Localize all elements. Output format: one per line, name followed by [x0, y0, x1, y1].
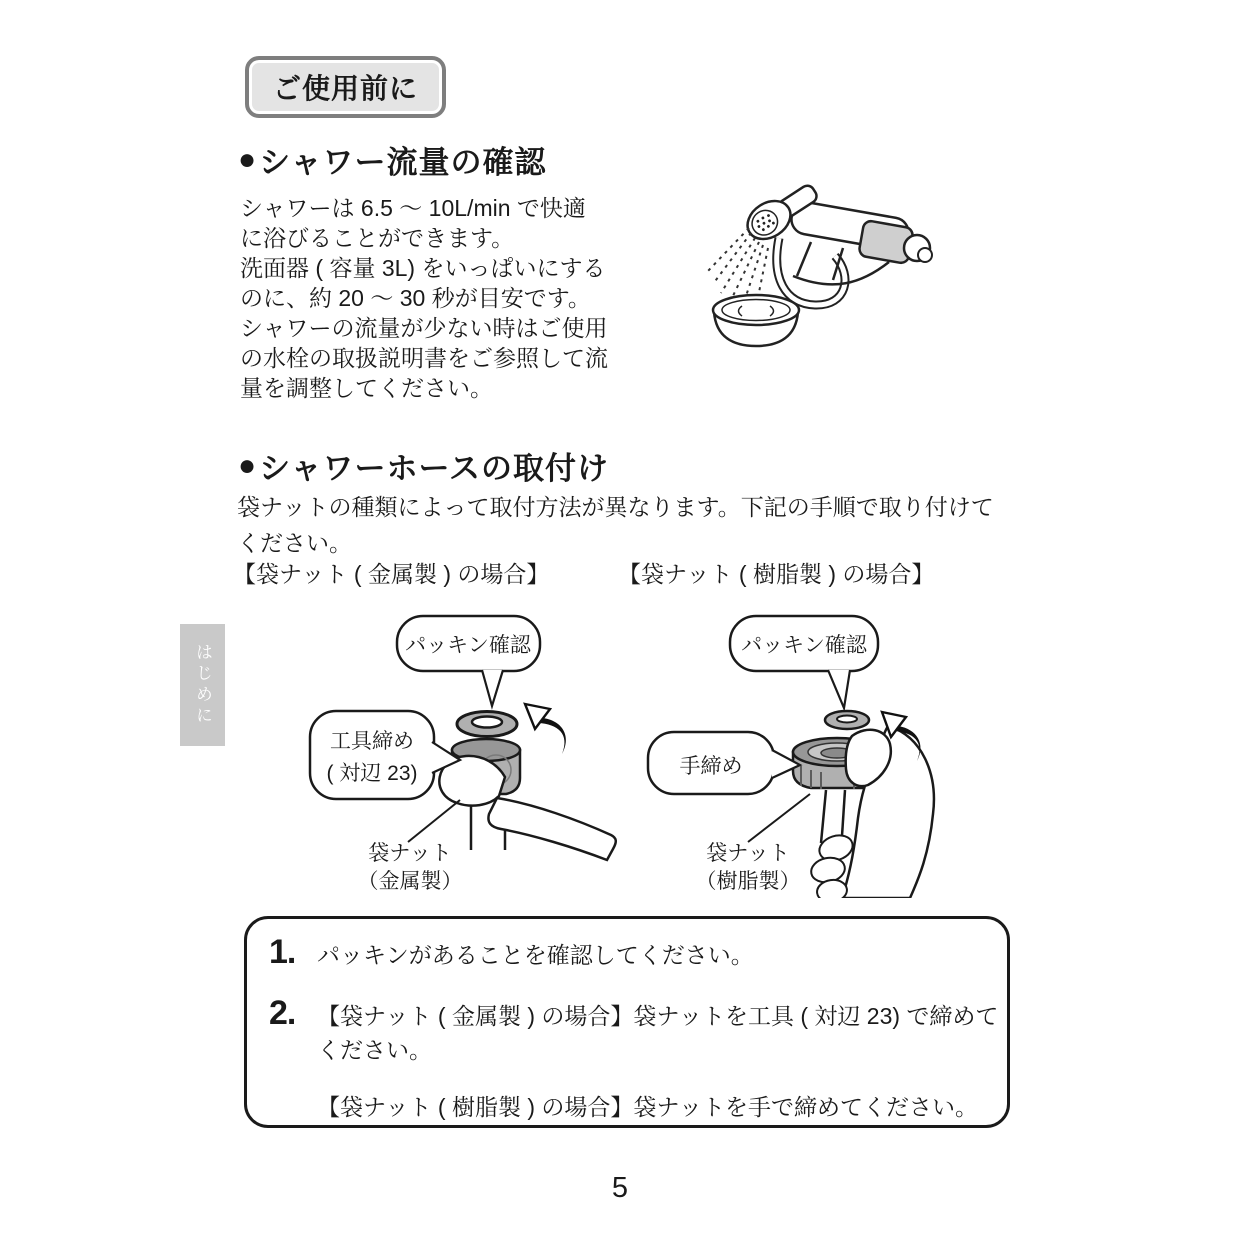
leader-line [408, 800, 460, 842]
section-badge: ご使用前に [245, 56, 446, 118]
step-2-number: 2. [269, 994, 296, 1032]
section1-title: シャワー流量の確認 [259, 145, 547, 180]
step-2-text [317, 999, 998, 1067]
bullet-icon: ● [238, 142, 258, 176]
packing-ring-hole [472, 717, 502, 728]
section1-body [240, 193, 608, 403]
step-1-text: パッキンがあることを確認してください。 [317, 942, 754, 968]
callout-packing-text: パッキン確認 [741, 634, 867, 657]
slide-bar-icon [789, 200, 932, 284]
body-line: 量を調整してください。 [240, 375, 493, 401]
nut-label-line2: （金属製） [357, 870, 463, 893]
body-line: 袋ナットの種類によって取付方法が異なります。下記の手順で取り付けて [237, 494, 994, 520]
basin-icon [713, 295, 799, 346]
step-2-metal-line1: 【袋ナット ( 金属製 ) の場合】袋ナットを工具 ( 対辺 23) で締めて [317, 1003, 999, 1029]
wrench-icon [439, 756, 615, 860]
callout-packing-check [397, 616, 540, 706]
callout-packing-text: パッキン確認 [405, 634, 531, 657]
nut-label-line1: 袋ナット [368, 842, 452, 865]
bullet-icon: ● [238, 448, 258, 482]
callout-packing-check [730, 616, 878, 708]
callout-tool-tighten [310, 711, 460, 799]
leader-line [748, 794, 810, 842]
page-number: 5 [611, 1172, 629, 1204]
callout-hand-text: 手締め [679, 755, 743, 778]
callout-tool-line2: ( 対辺 23) [326, 762, 418, 785]
body-line: に浴びることができます。 [240, 225, 515, 251]
section2-title: シャワーホースの取付け [259, 451, 609, 486]
chapter-tab-hajimeni: はじめに [180, 624, 225, 746]
callout-hand-tighten [648, 732, 800, 794]
figure-resin-nut [630, 608, 960, 898]
rotate-arrow-icon [525, 704, 566, 754]
figure-metal-nut [290, 608, 620, 898]
section2-body [237, 489, 994, 561]
body-line: ください。 [237, 530, 352, 556]
step-2-resin-text: 【袋ナット ( 樹脂製 ) の場合】袋ナットを手で締めてください。 [317, 1094, 978, 1120]
nut-label-line1: 袋ナット [706, 842, 790, 865]
step-1 [269, 933, 985, 972]
step-1-number: 1. [269, 933, 296, 971]
step-2-metal-line2: ください。 [317, 1037, 432, 1063]
body-line: シャワーの流量が少ない時はご使用 [240, 315, 608, 341]
body-line: の水栓の取扱説明書をご参照して流 [240, 345, 608, 371]
packing-ring-hole [837, 716, 857, 723]
callout-tool-line1: 工具締め [330, 730, 414, 753]
body-line: のに、約 20 ～ 30 秒が目安です。 [240, 285, 591, 311]
case-label-resin: 【袋ナット ( 樹脂製 ) の場合】 [618, 561, 935, 587]
step-2 [269, 994, 999, 1067]
section1-heading [238, 137, 547, 182]
case-label-metal: 【袋ナット ( 金属製 ) の場合】 [233, 561, 550, 587]
shower-flow-illustration [693, 180, 947, 358]
body-line: シャワーは 6.5 ～ 10L/min で快適 [240, 195, 586, 221]
steps-box [244, 916, 1010, 1128]
nut-label-line2: （樹脂製） [695, 870, 801, 893]
section2-heading [238, 443, 609, 488]
body-line: 洗面器 ( 容量 3L) をいっぱいにする [240, 255, 606, 281]
